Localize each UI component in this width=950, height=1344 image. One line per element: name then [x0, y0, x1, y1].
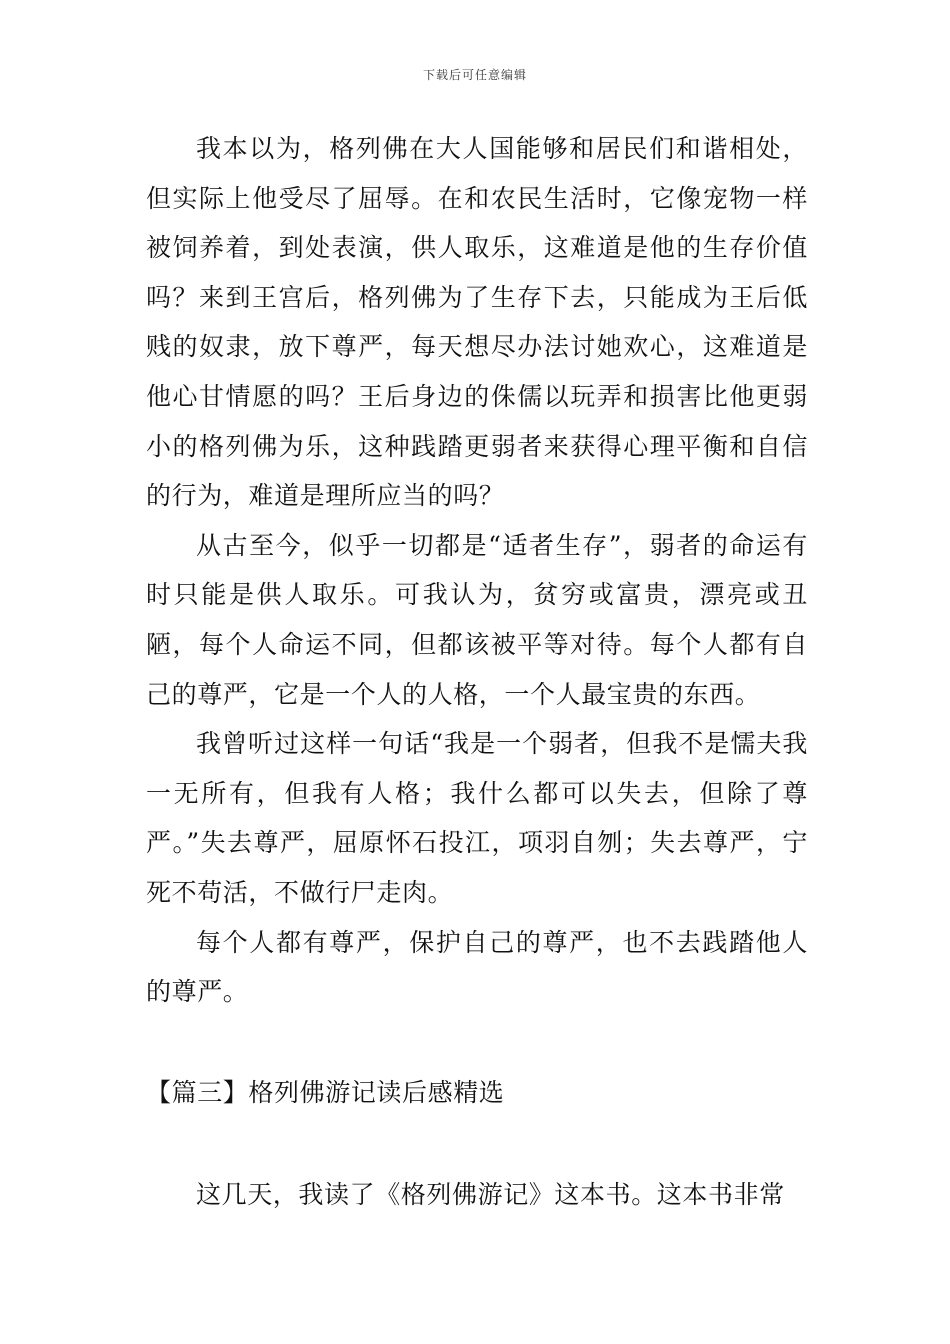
- paragraph-4: 每个人都有尊严，保护自己的尊严，也不去践踏他人的尊严。: [146, 927, 808, 1007]
- header-note: 下载后可任意编辑: [422, 68, 527, 82]
- paragraph-3: 我曾听过这样一句话“我是一个弱者，但我不是懦夫我一无所有，但我有人格；我什么都可以失去，但除了尊严。”失去尊严，屈原怀石投江，项羽自刎；失去尊严，宁死不苟活，不做行尸走肉。: [146, 729, 808, 907]
- article-body: [146, 124, 808, 1017]
- paragraph-2: 从古至今，似乎一切都是“适者生存”，弱者的命运有时只能是供人取乐。可我认为，贫穷或富贵，漂亮或丑陋，每个人命运不同，但都该被平等对待。每个人都有自己的尊严，它是一个人的人格，一个人最宝贵的东西。: [146, 530, 808, 709]
- paragraph-5: 这几天，我读了《格列佛游记》这本书。这本书非常: [196, 1180, 785, 1209]
- section-heading: 【篇三】格列佛游记读后感精选: [146, 1078, 505, 1107]
- paragraph-1: 我本以为，格列佛在大人国能够和居民们和谐相处，但实际上他受尽了屈辱。在和农民生活时，它像宠物一样被饲养着，到处表演，供人取乐，这难道是他的生存价值吗？来到王宫后，格列佛为了生存下去，只能成为王后低贱的奴隶，放下尊严，每天想尽办法讨她欢心，这难道是他心甘情愿的吗？王后身边的侏儒以玩弄和损害比他更弱小的格列佛为乐，这种践踏更弱者来获得心理平衡和自信的行为，难道是理所应当的吗？: [146, 134, 808, 511]
- section-body: [146, 1170, 808, 1220]
